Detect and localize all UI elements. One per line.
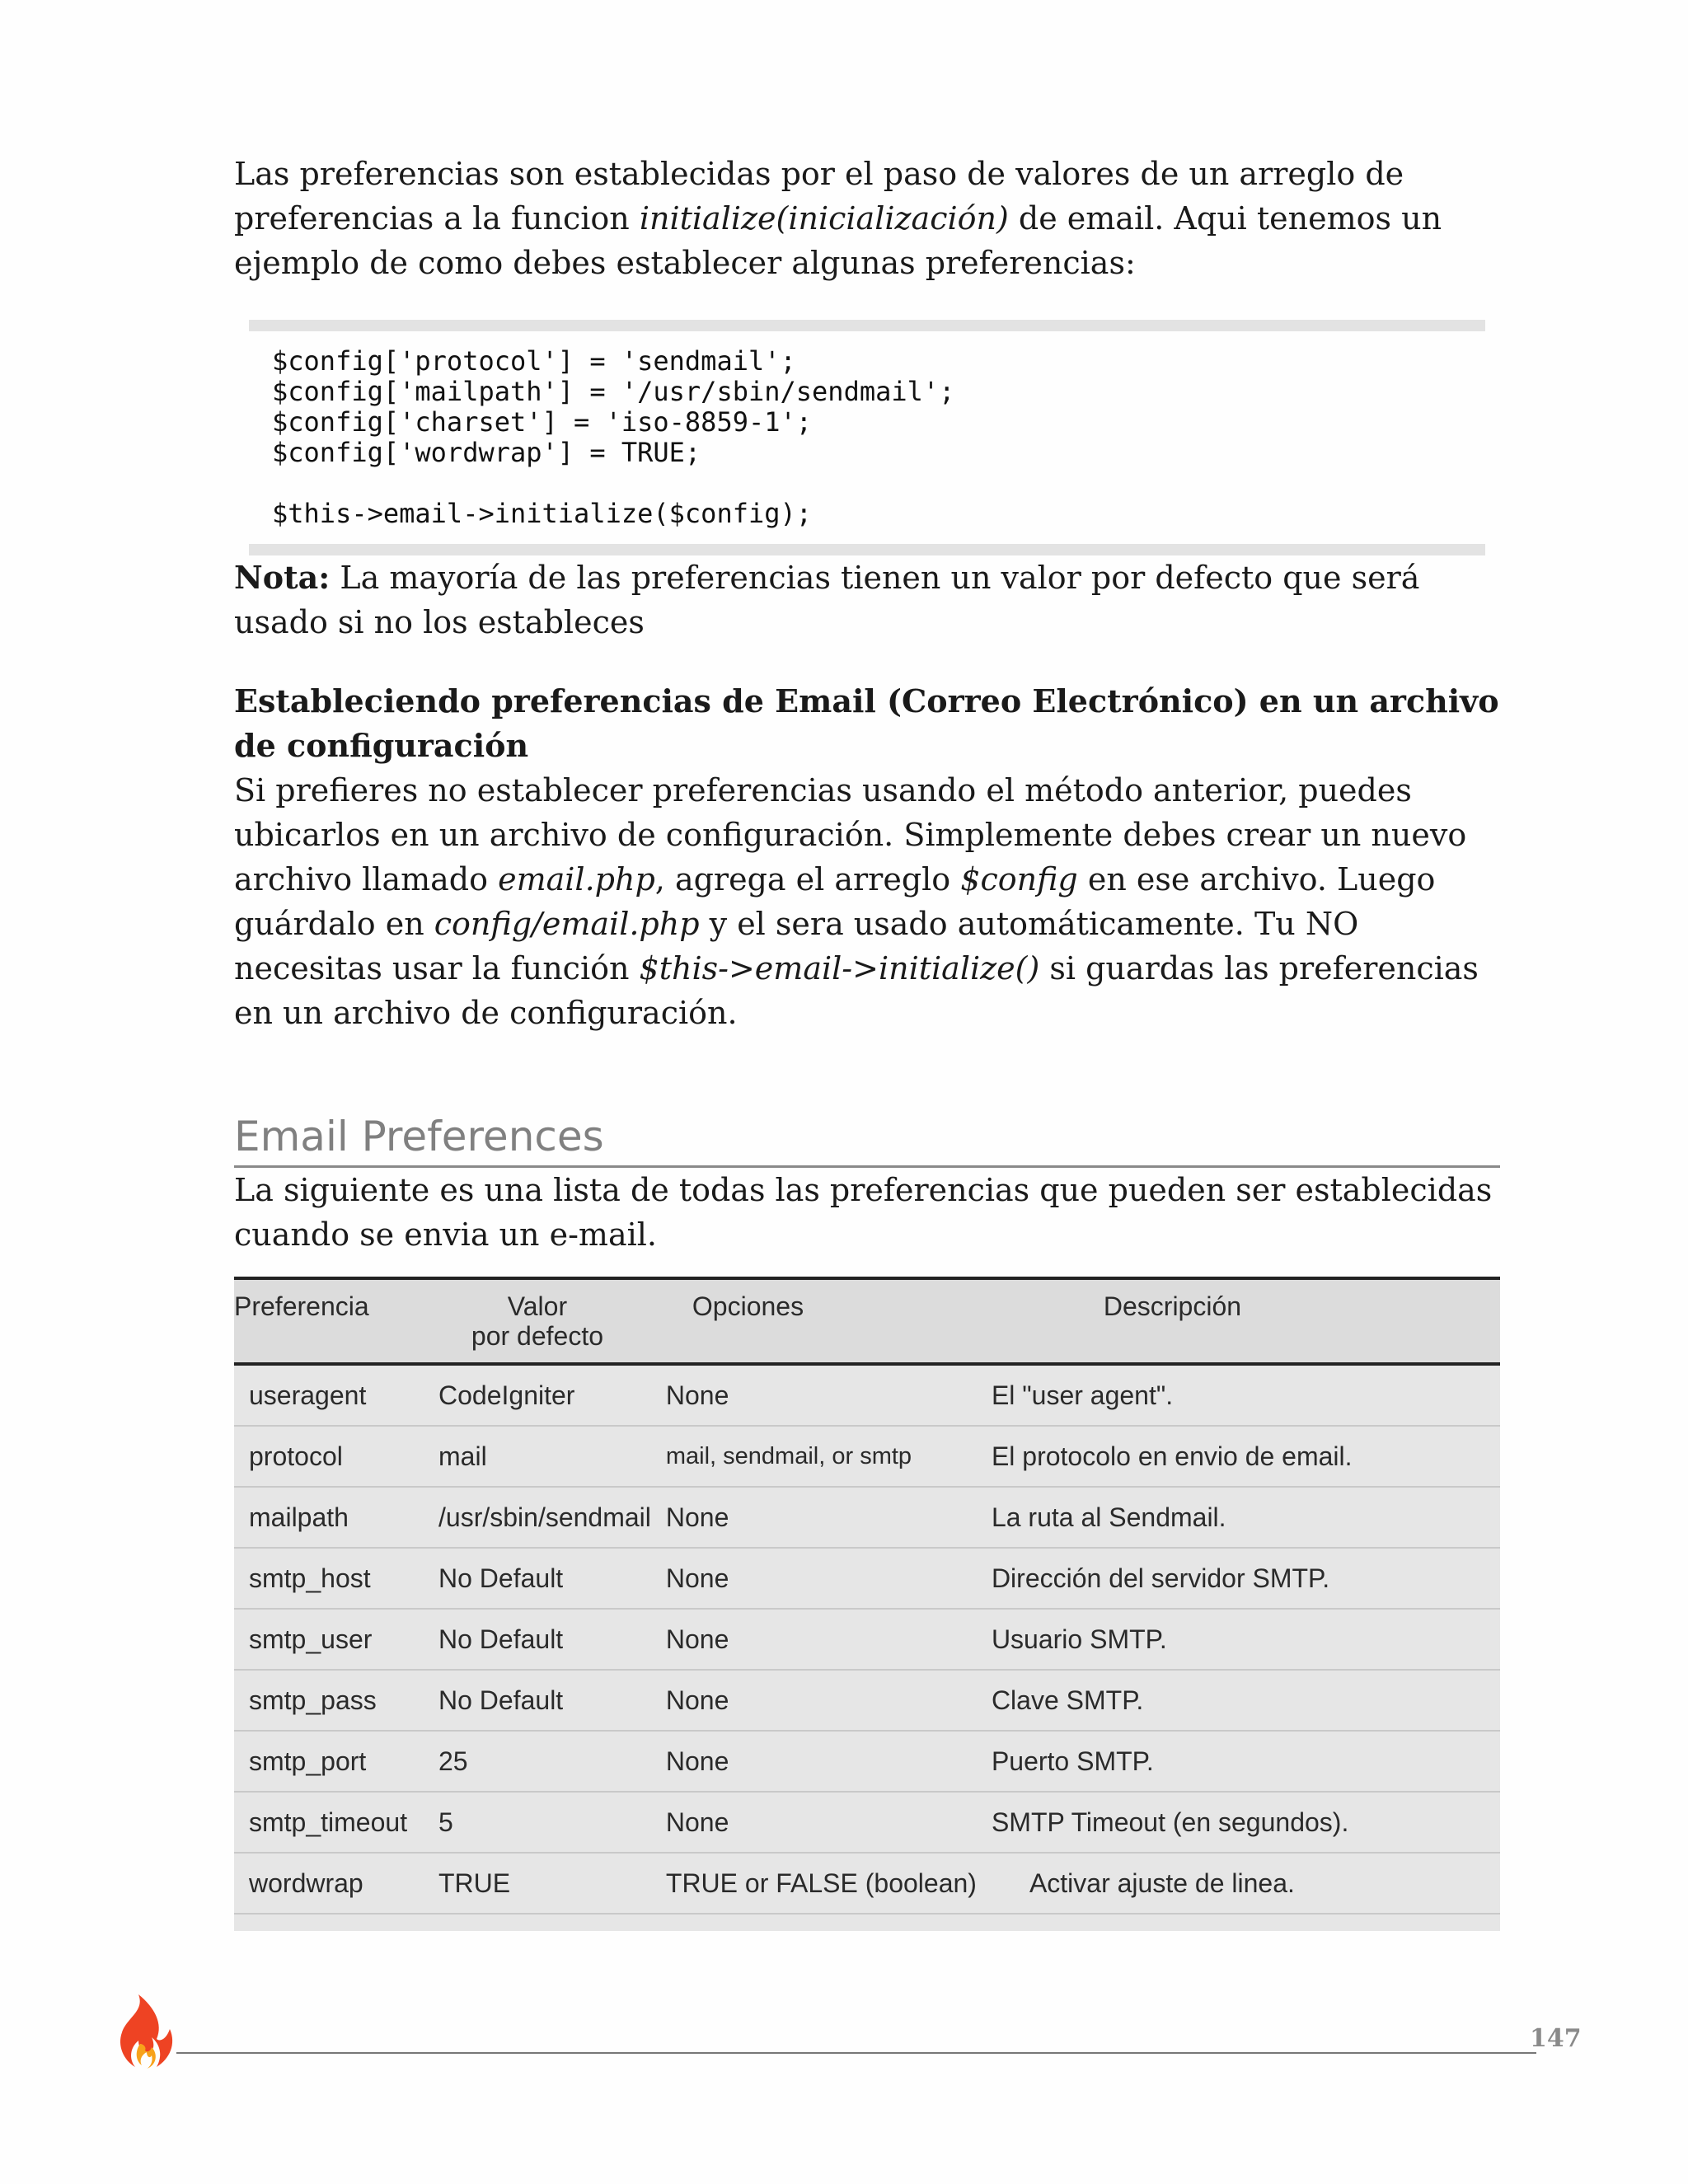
table-row — [234, 1670, 1500, 1731]
page-number: 147 — [1530, 2024, 1582, 2053]
cell-description: El "user agent". — [977, 1364, 1500, 1426]
cell-preference: mailpath — [234, 1487, 424, 1548]
cell-description: Activar ajuste de linea. — [977, 1853, 1500, 1914]
section-title: Email Preferences — [234, 1111, 1500, 1168]
cell-description: Puerto SMTP. — [977, 1731, 1500, 1792]
table-row — [234, 1609, 1500, 1670]
config-file-paragraph: Si prefieres no establecer preferencias usando el método anterior, puedes ubicarlos en un archivo de configuración. Simplemente debes crear un nuevo archivo llamado email.php, agrega el arreglo $config en ese archivo. Luego guárdalo en config/email.php y el sera usado automáticamente. Tu NO necesitas usar la función $this->email->initialize() si guardas las preferencias en un archivo de configuración. — [234, 772, 1479, 1031]
table-header-row — [234, 1278, 1500, 1364]
cell-preference: smtp_user — [234, 1609, 424, 1670]
cell-default: No Default — [424, 1670, 651, 1731]
cell-preference: wordwrap — [234, 1853, 424, 1914]
cell-default: 5 — [424, 1792, 651, 1853]
cell-preference: useragent — [234, 1364, 424, 1426]
note-label: Nota: — [234, 559, 331, 596]
cell-default: No Default — [424, 1548, 651, 1609]
cell-description: SMTP Timeout (en segundos). — [977, 1792, 1500, 1853]
cell-default: /usr/sbin/sendmail — [424, 1487, 651, 1548]
table-row — [234, 1426, 1500, 1487]
initialize-function-name: initialize(inicialización) — [639, 200, 1009, 237]
cell-options: mail, sendmail, or smtp — [651, 1426, 977, 1487]
preferences-table — [234, 1277, 1500, 1931]
table-row — [234, 1731, 1500, 1792]
cell-preference: smtp_port — [234, 1731, 424, 1792]
cell-default: 25 — [424, 1731, 651, 1792]
code-block — [249, 320, 1485, 555]
cell-default: CodeIgniter — [424, 1364, 651, 1426]
footer-rule — [176, 2052, 1536, 2054]
header-preference: Preferencia — [234, 1278, 424, 1364]
cell-default: TRUE — [424, 1853, 651, 1914]
cell-options: None — [651, 1731, 977, 1792]
table-row — [234, 1548, 1500, 1609]
table-row — [234, 1487, 1500, 1548]
cell-description: Dirección del servidor SMTP. — [977, 1548, 1500, 1609]
header-description: Descripción — [977, 1278, 1500, 1364]
cell-default: No Default — [424, 1609, 651, 1670]
cell-default: mail — [424, 1426, 651, 1487]
cell-options: None — [651, 1670, 977, 1731]
cell-description: El protocolo en envio de email. — [977, 1426, 1500, 1487]
cell-description: La ruta al Sendmail. — [977, 1487, 1500, 1548]
cell-description: Clave SMTP. — [977, 1670, 1500, 1731]
cell-options: None — [651, 1364, 977, 1426]
cell-options: None — [651, 1792, 977, 1853]
cell-preference: protocol — [234, 1426, 424, 1487]
intro-paragraph: Las preferencias son establecidas por el paso de valores de un arreglo de preferencias a la funcion initialize(inicialización) de email. Aqui tenemos un ejemplo de como debes establecer algunas preferencias: — [234, 156, 1442, 281]
table-row — [234, 1364, 1500, 1426]
cell-options: None — [651, 1548, 977, 1609]
cell-preference: smtp_pass — [234, 1670, 424, 1731]
note-paragraph: Nota: La mayoría de las preferencias tienen un valor por defecto que será usado si no los estableces — [234, 559, 1420, 640]
cell-description: Usuario SMTP. — [977, 1609, 1500, 1670]
table-row — [234, 1853, 1500, 1914]
cell-options: None — [651, 1487, 977, 1548]
header-default: Valor por defecto — [424, 1278, 651, 1364]
table-filler-row — [234, 1914, 1500, 1931]
list-intro-paragraph: La siguiente es una lista de todas las preferencias que pueden ser establecidas cuando se envia un e-mail. — [234, 1172, 1493, 1253]
cell-preference: smtp_host — [234, 1548, 424, 1609]
cell-options: TRUE or FALSE (boolean) — [651, 1853, 977, 1914]
code-sample: $config['protocol'] = 'sendmail'; $config['mailpath'] = '/usr/sbin/sendmail'; $config['charset'] = 'iso-8859-1'; $config['wordwrap'] = TRUE; $this->email->initialize($config); — [272, 345, 955, 529]
page-content — [234, 152, 1500, 1931]
cell-preference: smtp_timeout — [234, 1792, 424, 1853]
config-file-subheading: Estableciendo preferencias de Email (Correo Electrónico) en un archivo de configuración — [234, 682, 1499, 764]
cell-options: None — [651, 1609, 977, 1670]
header-options: Opciones — [651, 1278, 977, 1364]
codeigniter-flame-icon — [106, 1993, 180, 2075]
table-row — [234, 1792, 1500, 1853]
